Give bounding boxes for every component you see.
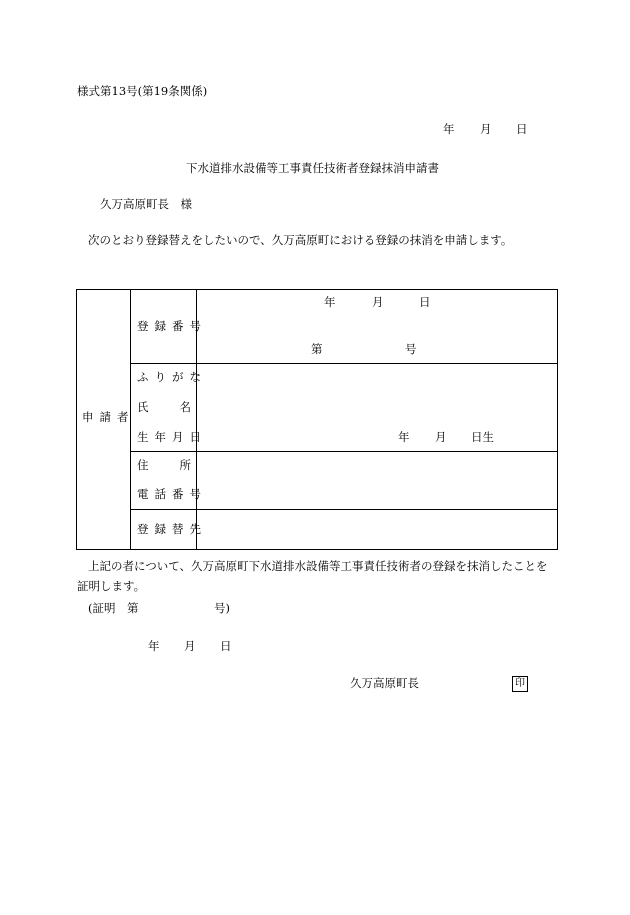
registration-row	[77, 290, 558, 364]
transfer-value-cell[interactable]	[197, 510, 558, 550]
registration-date-day: 日	[419, 295, 431, 309]
personal-label-cell	[131, 364, 207, 452]
cert-date-year: 年	[148, 639, 160, 653]
certification-text: 上記の者について、久万高原町下水道排水設備等工事責任技術者の登録を抹消したことを証明します。	[77, 559, 548, 593]
header-date-year: 年	[443, 122, 455, 136]
intro-text: 次のとおり登録替えをしたいので、久万高原町における登録の抹消を申請します。	[88, 233, 513, 247]
name-label-a: 氏	[137, 400, 149, 414]
cert-date-month: 月	[184, 639, 196, 653]
address-label-a: 住	[137, 458, 149, 472]
transfer-label-cell	[131, 510, 207, 550]
birthdate-label: 生年月日	[137, 430, 207, 444]
header-date-day: 日	[516, 122, 528, 136]
registration-label: 登録番号	[137, 319, 207, 333]
form-number: 様式第13号(第19条関係)	[77, 84, 208, 98]
personal-value-cell[interactable]	[197, 364, 558, 452]
applicant-label-cell	[77, 290, 135, 550]
birth-month: 月	[435, 430, 447, 444]
cert-number-suffix: 号)	[214, 601, 230, 615]
registration-number-prefix: 第	[311, 342, 323, 356]
contact-value-cell[interactable]	[197, 452, 558, 510]
applicant-label: 申請者	[82, 410, 135, 424]
birth-year: 年	[398, 430, 410, 444]
name-label-b: 名	[179, 400, 191, 414]
contact-label-cell	[131, 452, 207, 510]
address-label-b: 所	[179, 458, 191, 472]
cert-number-prefix: (証明 第	[88, 601, 139, 615]
registration-value-cell[interactable]	[197, 290, 558, 364]
application-table	[76, 289, 558, 550]
mayor-signature: 久万高原町長	[350, 676, 419, 690]
transfer-label: 登録替先	[137, 522, 207, 536]
registration-date-month: 月	[372, 295, 384, 309]
birth-day: 日生	[471, 430, 494, 444]
header-date-month: 月	[480, 122, 492, 136]
address-label	[137, 460, 191, 472]
page-title: 下水道排水設備等工事責任技術者登録抹消申請書	[186, 161, 439, 175]
seal-stamp: 印	[512, 676, 528, 692]
name-label	[137, 402, 191, 414]
phone-label: 電話番号	[137, 487, 207, 501]
transfer-row	[77, 510, 558, 550]
furigana-label: ふりがな	[137, 370, 207, 384]
personal-row	[77, 364, 558, 452]
addressee: 久万高原町長 様	[100, 197, 192, 211]
registration-label-cell	[131, 290, 207, 364]
cert-date-day: 日	[220, 639, 232, 653]
registration-date-year: 年	[324, 295, 336, 309]
contact-row	[77, 452, 558, 510]
registration-number-suffix: 号	[405, 342, 417, 356]
